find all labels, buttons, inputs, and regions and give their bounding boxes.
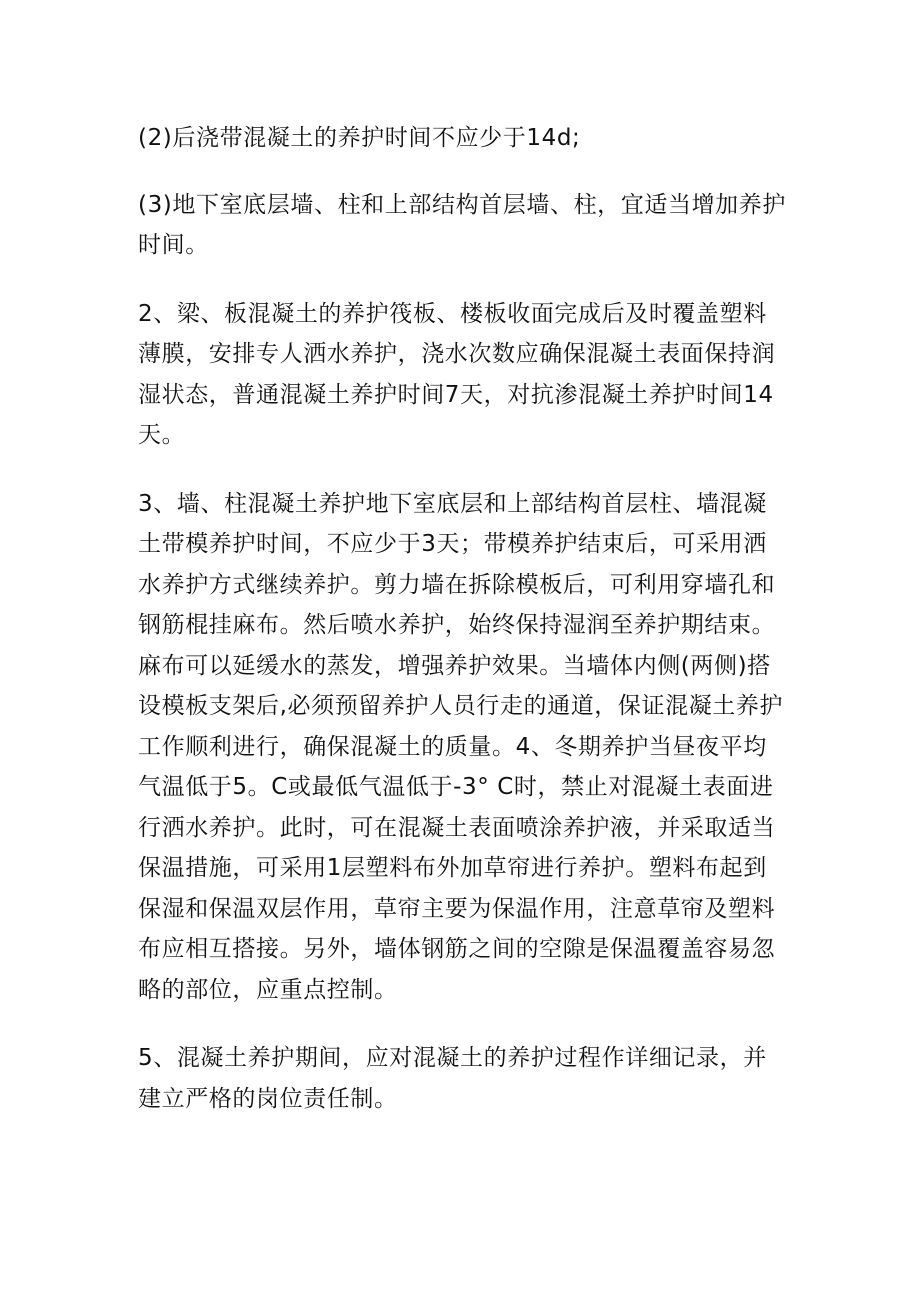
paragraph-wall-column-curing: 3、墙、柱混凝土养护地下室底层和上部结构首层柱、墙混凝土带模养护时间，不应少于3天；带模养护结束后，可采用洒水养护方式继续养护。剪力墙在拆除模板后，可利用穿墙孔和钢筋棍挂麻布。然后喷水养护，始终保持湿润至养护期结束。麻布可以延缓水的蒸发，增强养护效果。当墙体内侧(两侧)搭设模板支架后,必须预留养护人员行走的通道，保证混凝土养护工作顺利进行，确保混凝土的质量。4、冬期养护当昼夜平均气温低于5。C或最低气温低于-3° C时，禁止对混凝土表面进行洒水养护。此时，可在混凝土表面喷涂养护液，并采取适当保温措施，可采用1层塑料布外加草帘进行养护。塑料布起到保湿和保温双层作用，草帘主要为保温作用，注意草帘及塑料布应相互搭接。另外，墙体钢筋之间的空隙是保温覆盖容易忽略的部位，应重点控制。 bbox=[138, 490, 784, 1003]
paragraph-3: (3)地下室底层墙、柱和上部结构首层墙、柱，宜适当增加养护时间。 bbox=[138, 191, 786, 258]
paragraph-2: (2)后浇带混凝土的养护时间不应少于14d; bbox=[138, 125, 581, 151]
paragraph-curing-records: 5、混凝土养护期间，应对混凝土的养护过程作详细记录，并建立严格的岗位责任制。 bbox=[138, 1045, 767, 1112]
paragraph-beam-slab-curing: 2、梁、板混凝土的养护筏板、楼板收面完成后及时覆盖塑料薄膜，安排专人洒水养护，浇水次数应确保混凝土表面保持润湿状态，普通混凝土养护时间7天，对抗渗混凝土养护时间14天。 bbox=[138, 300, 776, 448]
